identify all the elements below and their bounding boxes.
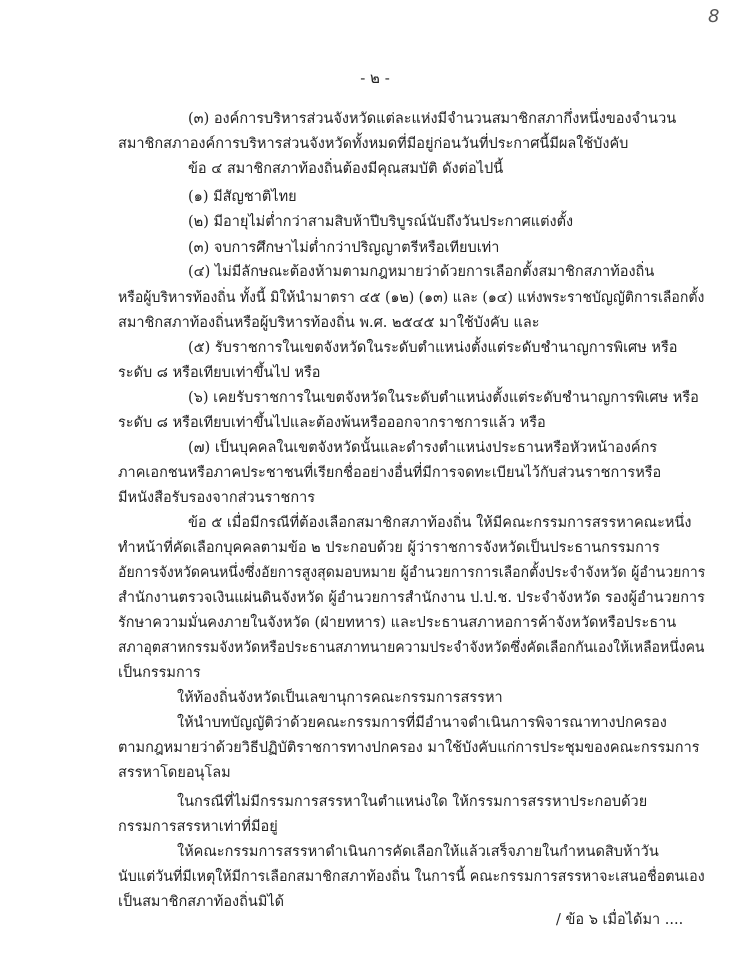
paragraph-line: สมาชิกสภาองค์การบริหารส่วนจังหวัดทั้งหมดที่มีอยู่ก่อนวันที่ประกาศนี้มีผลใช้บังคับ (118, 136, 629, 152)
paragraph-line: หรือผู้บริหารท้องถิ่น ทั้งนี้ มิให้นำมาตรา ๔๕ (๑๒) (๑๓) และ (๑๔) แห่งพระราชบัญญัติการเลือกตั้ง (118, 290, 705, 306)
paragraph-line: ให้ท้องถิ่นจังหวัดเป็นเลขานุการคณะกรรมการสรรหา (177, 690, 503, 706)
list-item: (๑) มีสัญชาติไทย (188, 189, 297, 205)
paragraph-line: มีหนังสือรับรองจากส่วนราชการ (118, 490, 316, 506)
paragraph-line: ระดับ ๘ หรือเทียบเท่าขึ้นไป หรือ (118, 365, 321, 381)
paragraph-line: ตามกฎหมายว่าด้วยวิธีปฏิบัติราชการทางปกครอง มาใช้บังคับแก่การประชุมของคณะกรรมการ (118, 740, 700, 756)
list-item: (๓) จบการศึกษาไม่ต่ำกว่าปริญญาตรีหรือเทียบเท่า (188, 240, 500, 256)
list-item: (๗) เป็นบุคคลในเขตจังหวัดนั้นและดำรงตำแหน่งประธานหรือหัวหน้าองค์กร (188, 440, 658, 456)
paragraph-line: ทำหน้าที่คัดเลือกบุคคลตามข้อ ๒ ประกอบด้วย ผู้ว่าราชการจังหวัดเป็นประธานกรรมการ (118, 540, 660, 556)
paragraph-line: ระดับ ๘ หรือเทียบเท่าขึ้นไปและต้องพ้นหรือออกจากราชการแล้ว หรือ (118, 415, 546, 431)
page-number: - ๒ - (360, 69, 390, 87)
paragraph-line: รักษาความมั่นคงภายในจังหวัด (ฝ่ายทหาร) และประธานสภาหอการค้าจังหวัดหรือประธาน (118, 615, 677, 631)
continuation-note: / ข้อ ๖ เมื่อได้มา .... (556, 912, 684, 928)
paragraph-line: สำนักงานตรวจเงินแผ่นดินจังหวัด ผู้อำนวยการสำนักงาน ป.ป.ช. ประจำจังหวัด รองผู้อำนวยการ (118, 590, 705, 606)
handwritten-page-mark: 8 (708, 6, 720, 27)
paragraph-line: สมาชิกสภาท้องถิ่นหรือผู้บริหารท้องถิ่น พ.ศ. ๒๕๔๕ มาใช้บังคับ และ (118, 315, 540, 331)
list-item: (๖) เคยรับราชการในเขตจังหวัดในระดับตำแหน่งตั้งแต่ระดับชำนาญการพิเศษ หรือ (188, 390, 699, 406)
clause-heading: ข้อ ๔ สมาชิกสภาท้องถิ่นต้องมีคุณสมบัติ ดังต่อไปนี้ (188, 161, 504, 177)
paragraph-line: เป็นกรรมการ (118, 665, 201, 681)
paragraph-line: ให้นำบทบัญญัติว่าด้วยคณะกรรมการที่มีอำนาจดำเนินการพิจารณาทางปกครอง (177, 715, 667, 731)
paragraph-line: นับแต่วันที่มีเหตุให้มีการเลือกสมาชิกสภาท้องถิ่น ในการนี้ คณะกรรมการสรรหาจะเสนอชื่อตนเอง (118, 869, 705, 885)
paragraph-line: สภาอุตสาหกรรมจังหวัดหรือประธานสภาทนายความประจำจังหวัดซึ่งคัดเลือกกันเองให้เหลือหนึ่งคน (118, 640, 705, 656)
paragraph-line: ในกรณีที่ไม่มีกรรมการสรรหาในตำแหน่งใด ให้กรรมการสรรหาประกอบด้วย (177, 794, 648, 810)
paragraph-line: กรรมการสรรหาเท่าที่มีอยู่ (118, 819, 278, 835)
paragraph-line: (๓) องค์การบริหารส่วนจังหวัดแต่ละแห่งมีจำนวนสมาชิกสภากึ่งหนึ่งของจำนวน (188, 111, 677, 127)
list-item: (๒) มีอายุไม่ต่ำกว่าสามสิบห้าปีบริบูรณ์นับถึงวันประกาศแต่งตั้ง (188, 214, 574, 230)
clause-heading: ข้อ ๕ เมื่อมีกรณีที่ต้องเลือกสมาชิกสภาท้องถิ่น ให้มีคณะกรรมการสรรหาคณะหนึ่ง (188, 515, 692, 531)
list-item: (๕) รับราชการในเขตจังหวัดในระดับตำแหน่งตั้งแต่ระดับชำนาญการพิเศษ หรือ (188, 340, 678, 356)
paragraph-line: ให้คณะกรรมการสรรหาดำเนินการคัดเลือกให้แล้วเสร็จภายในกำหนดสิบห้าวัน (177, 844, 659, 860)
paragraph-line: ภาคเอกชนหรือภาคประชาชนที่เรียกชื่ออย่างอื่นที่มีการจดทะเบียนไว้กับส่วนราชการหรือ (118, 465, 662, 481)
paragraph-line: อัยการจังหวัดคนหนึ่งซึ่งอัยการสูงสุดมอบหมาย ผู้อำนวยการการเลือกตั้งประจำจังหวัด ผู้อำนวยการ (118, 565, 706, 581)
paragraph-line: สรรหาโดยอนุโลม (118, 765, 231, 781)
list-item: (๔) ไม่มีลักษณะต้องห้ามตามกฎหมายว่าด้วยการเลือกตั้งสมาชิกสภาท้องถิ่น (188, 264, 655, 280)
paragraph-line: เป็นสมาชิกสภาท้องถิ่นมิได้ (118, 894, 285, 910)
